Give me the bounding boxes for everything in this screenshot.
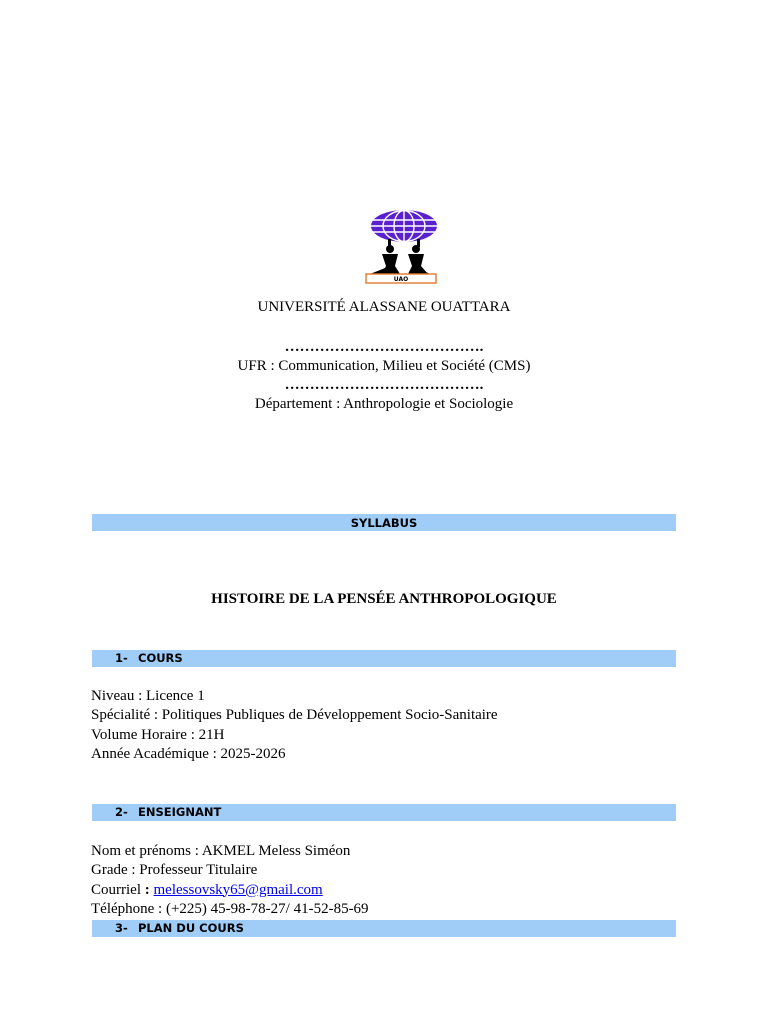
ufr-line: UFR : Communication, Milieu et Société (CMS) xyxy=(237,358,531,374)
niveau-line: Niveau : Licence 1 xyxy=(91,688,205,704)
separator-line-1: …………………………………. xyxy=(284,339,484,355)
university-logo xyxy=(360,208,440,284)
section-number: 2- xyxy=(115,805,128,819)
syllabus-label: SYLLABUS xyxy=(350,516,418,530)
logo-caption: UAO xyxy=(393,276,409,283)
nom-line: Nom et prénoms : AKMEL Meless Siméon xyxy=(91,843,351,859)
university-name: UNIVERSITÉ ALASSANE OUATTARA xyxy=(257,299,511,315)
courriel-label: Courriel xyxy=(91,881,141,898)
teacher-info xyxy=(91,842,369,919)
email-link[interactable]: melessovsky65@gmail.com xyxy=(153,881,323,898)
section-title: ENSEIGNANT xyxy=(138,805,222,819)
section-heading-plan xyxy=(92,920,676,937)
section-title: PLAN DU COURS xyxy=(138,921,244,935)
specialite-line: Spécialité : Politiques Publiques de Développement Socio-Sanitaire xyxy=(91,707,498,724)
uao-emblem-icon xyxy=(360,208,440,284)
section-title: COURS xyxy=(138,651,183,665)
section-number: 3- xyxy=(115,921,128,935)
section-heading-enseignant xyxy=(92,804,676,821)
department-line: Département : Anthropologie et Sociologie xyxy=(254,396,514,412)
annee-line: Année Académique : 2025-2026 xyxy=(91,745,286,762)
courriel-colon: : xyxy=(144,881,150,898)
syllabus-banner xyxy=(92,514,676,531)
section-number: 1- xyxy=(115,651,128,665)
course-info xyxy=(91,687,498,764)
separator-line-2: …………………………………. xyxy=(284,377,484,393)
course-title: HISTOIRE DE LA PENSÉE ANTHROPOLOGIQUE xyxy=(211,591,557,607)
volume-line: Volume Horaire : 21H xyxy=(91,726,225,743)
courriel-line xyxy=(91,881,369,900)
section-heading-cours xyxy=(92,650,676,667)
telephone-line: Téléphone : (+225) 45-98-78-27/ 41-52-85-69 xyxy=(91,900,369,917)
grade-line: Grade : Professeur Titulaire xyxy=(91,862,258,879)
